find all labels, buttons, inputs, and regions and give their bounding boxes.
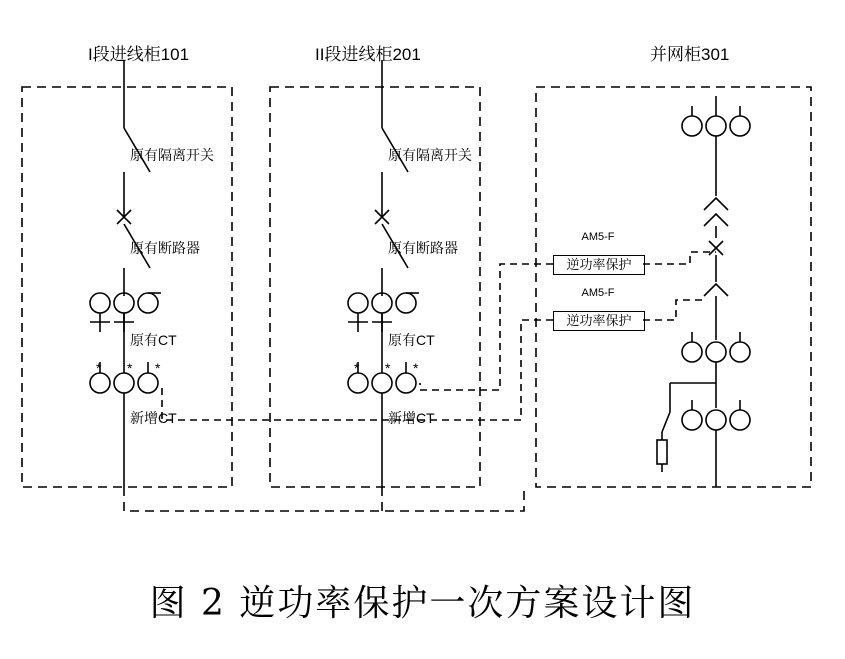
bottom-bus-wire [124,487,524,511]
relay-tag-1: AM5-F [581,231,615,243]
ct-ring-existing-2c [396,293,416,313]
isolator-blade-1 [124,128,150,172]
ct-polarity-star: * [385,360,391,376]
ct-polarity-star: * [155,360,161,376]
breaker-blade-1 [124,224,150,268]
fuse-body-3 [657,440,667,464]
new-ct-label-2: 新增CT [388,410,435,426]
figure-caption: 图 2 逆功率保护一次方案设计图 [149,583,696,624]
ct-ring-3i [730,410,750,430]
isolator-label-1: 原有隔离开关 [130,147,214,163]
fuse-blade-3 [662,412,670,432]
ct-ring-3b [706,116,726,136]
ct-ring-3a [682,116,702,136]
cabinet-frame-1 [22,87,232,487]
ct-ring-existing-2a [348,293,368,313]
isolator-label-2: 原有隔离开关 [388,147,472,163]
ct-ring-3c [730,116,750,136]
breaker-label-1: 原有断路器 [130,240,200,256]
relay-1-left-wire [420,264,553,390]
chevron-3-top-2 [704,214,728,226]
ct-ring-3d [682,342,702,362]
ct-ring-existing-1a [90,293,110,313]
breaker-blade-2 [382,224,408,268]
ct-ring-new-1c [138,373,158,393]
cabinet-title-2: II段进线柜201 [315,45,421,64]
relay-2-right-wire [643,300,704,320]
ct-ring-new-2c [396,373,416,393]
new-ct-label-1: 新增CT [130,410,177,426]
relay-tag-2: AM5-F [581,287,615,299]
ct-ring-new-2a [348,373,368,393]
cabinet-title-3: 并网柜301 [650,45,730,64]
ct-polarity-star: * [96,360,102,376]
ct-polarity-star: * [413,360,419,376]
cabinet-frame-2 [270,87,480,487]
ct-ring-new-2b [372,373,392,393]
ct-ring-new-1a [90,373,110,393]
ct-polarity-star: * [354,360,360,376]
ct-ring-3f [730,342,750,362]
isolator-blade-2 [382,128,408,172]
ct-ring-new-1b [114,373,134,393]
ct-polarity-star: * [127,360,133,376]
chevron-3-bot-1 [704,284,728,296]
relay-1-right-wire [643,252,716,264]
ct-ring-3g [682,410,702,430]
ct-ring-3e [706,342,726,362]
ct-ring-existing-1c [138,293,158,313]
existing-ct-label-2: 原有CT [388,332,435,348]
reverse-power-relay-1[interactable]: 逆功率保护 [553,255,645,275]
reverse-power-relay-2[interactable]: 逆功率保护 [553,311,645,331]
ct-ring-3h [706,410,726,430]
breaker-label-2: 原有断路器 [388,240,458,256]
existing-ct-label-1: 原有CT [130,332,177,348]
cabinet-title-1: I段进线柜101 [88,45,190,64]
chevron-3-top-1 [704,198,728,210]
cabinet-frame-3 [536,87,811,487]
